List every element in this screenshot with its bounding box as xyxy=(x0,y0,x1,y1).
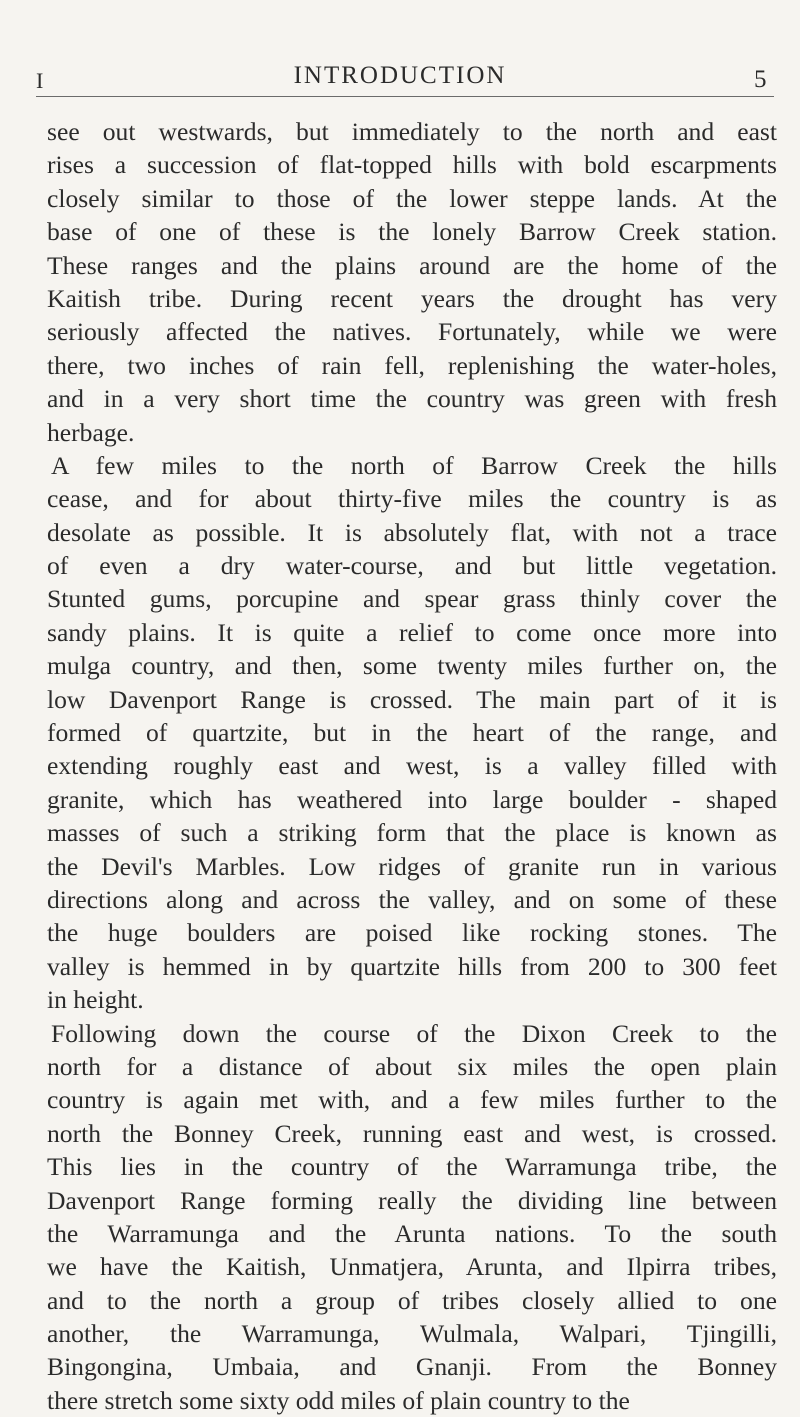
text-line: country is again met with, and a few miles further to the xyxy=(47,1085,777,1115)
text-line: granite, which has weathered into large boulder - shaped xyxy=(47,784,777,814)
text-line: another, the Warramunga, Wulmala, Walpari, Tjingilli, xyxy=(47,1319,777,1349)
text-line: and in a very short time the country was green with fresh xyxy=(47,384,777,414)
text-line: rises a succession of flat-topped hills with bold escarpments xyxy=(47,150,777,180)
text-line: mulga country, and then, some twenty miles further on, the xyxy=(47,651,777,681)
text-line: This lies in the country of the Warramunga tribe, the xyxy=(47,1152,777,1182)
text-line: sandy plains. It is quite a relief to come once more into xyxy=(47,617,777,647)
header-rule xyxy=(36,96,774,97)
text-line: base of one of these is the lonely Barrow Creek station. xyxy=(47,217,777,247)
text-line: desolate as possible. It is absolutely flat, with not a trace xyxy=(47,517,777,547)
text-line: A few miles to the north of Barrow Creek the hills xyxy=(51,450,777,480)
text-line: we have the Kaitish, Unmatjera, Arunta, and Ilpirra tribes, xyxy=(47,1252,777,1282)
text-line: and to the north a group of tribes closely allied to one xyxy=(47,1285,777,1315)
text-line: formed of quartzite, but in the heart of the range, and xyxy=(47,718,777,748)
text-line: valley is hemmed in by quartzite hills from 200 to 300 feet xyxy=(47,951,777,981)
text-line: Davenport Range forming really the dividing line between xyxy=(47,1185,777,1215)
text-line: north the Bonney Creek, running east and west, is crossed. xyxy=(47,1118,777,1148)
text-line: the Devil's Marbles. Low ridges of granite run in various xyxy=(47,851,777,881)
text-line: the Warramunga and the Arunta nations. To the south xyxy=(47,1218,777,1248)
text-line: low Davenport Range is crossed. The main part of it is xyxy=(47,684,777,714)
text-line: Bingongina, Umbaia, and Gnanji. From the Bonney xyxy=(47,1352,777,1382)
text-line: extending roughly east and west, is a valley filled with xyxy=(47,751,777,781)
text-line: closely similar to those of the lower steppe lands. At the xyxy=(47,183,777,213)
text-line: Kaitish tribe. During recent years the drought has very xyxy=(47,283,777,313)
running-head xyxy=(0,62,800,98)
text-line: directions along and across the valley, and on some of these xyxy=(47,884,777,914)
text-line: see out westwards, but immediately to the north and east xyxy=(47,117,777,146)
paragraph xyxy=(47,1017,777,1417)
text-line: in height. xyxy=(47,985,144,1015)
text-line: Following down the course of the Dixon Creek to the xyxy=(51,1018,777,1048)
text-line: of even a dry water-course, and but little vegetation. xyxy=(47,551,777,581)
text-line: north for a distance of about six miles the open plain xyxy=(47,1051,777,1081)
paragraph xyxy=(47,115,777,449)
text-line: masses of such a striking form that the place is known as xyxy=(47,818,777,848)
page-number: 5 xyxy=(754,66,767,93)
text-line: there, two inches of rain fell, replenishing the water-holes, xyxy=(47,350,777,380)
text-line: there stretch some sixty odd miles of plain country to the xyxy=(47,1385,630,1415)
text-line: These ranges and the plains around are the home of the xyxy=(47,250,777,280)
chapter-number: I xyxy=(36,68,45,93)
paragraph xyxy=(47,449,777,1017)
text-line: herbage. xyxy=(47,417,135,447)
text-line: seriously affected the natives. Fortunately, while we were xyxy=(47,317,777,347)
text-line: cease, and for about thirty-five miles the country is as xyxy=(47,484,777,514)
text-line: Stunted gums, porcupine and spear grass thinly cover the xyxy=(47,584,777,614)
running-head-title: INTRODUCTION xyxy=(293,62,507,89)
body-text xyxy=(47,115,777,1417)
text-line: the huge boulders are poised like rocking stones. The xyxy=(47,918,777,948)
